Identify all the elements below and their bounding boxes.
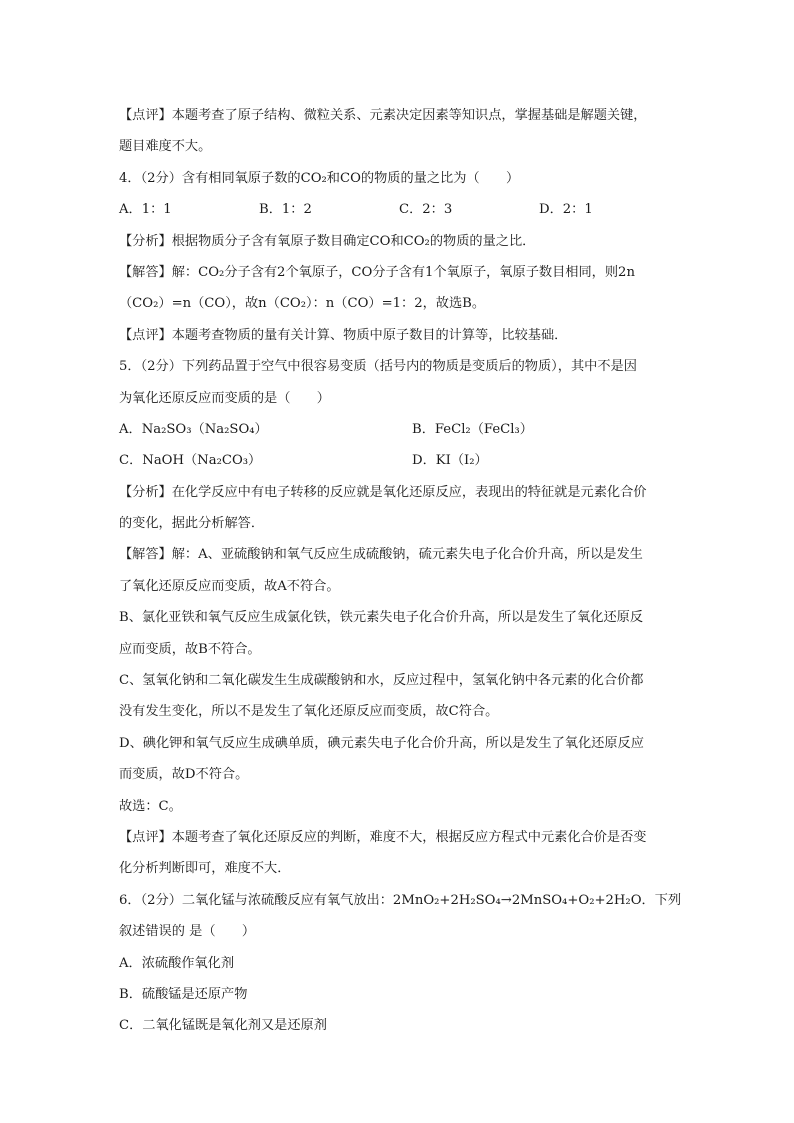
option-a: A．1：1 [119, 202, 172, 218]
question-6-stem: 叙述错误的 是（ ） [119, 924, 256, 940]
analysis-line: 【分析】根据物质分子含有氧原子数目确定CO和CO₂的物质的量之比． [119, 233, 536, 249]
answer-line: 故选：C。 [119, 798, 182, 814]
question-5-stem: 5．（2分）下列药品置于空气中很容易变质（括号内的物质是变质后的物质），其中不是因 [119, 359, 637, 375]
option-b: B．硫酸锰是还原产物 [119, 986, 248, 1002]
comment-line: 化分析判断即可，难度不大． [119, 861, 291, 877]
answer-line: 【解答】解：CO₂分子含有2个氧原子，CO分子含有1个氧原子，氧原子数目相同，则2n [119, 264, 635, 280]
answer-line: 应而变质，故B不符合。 [119, 641, 261, 657]
question-5-options-row-2 [119, 445, 679, 476]
answer-line: D、碘化钾和氧气反应生成碘单质，碘元素失电子化合价升高，所以是发生了氧化还原反应 [119, 735, 644, 751]
comment-line: 【点评】本题考查了氧化还原反应的判断，难度不大，根据反应方程式中元素化合价是否变 [119, 829, 647, 845]
analysis-line: 【分析】在化学反应中有电子转移的反应就是氧化还原反应，表现出的特征就是元素化合价 [119, 484, 647, 500]
answer-line: B、氯化亚铁和氧气反应生成氯化铁，铁元素失电子化合价升高，所以是发生了氧化还原反 [119, 610, 643, 626]
comment-line: 【点评】本题考查物质的量有关计算、物质中原子数目的计算等，比较基础． [119, 327, 568, 343]
question-4-options [119, 194, 679, 225]
option-a: A．Na₂SO₃（Na₂SO₄） [119, 421, 268, 437]
document-body [119, 100, 682, 1042]
question-5-options-row-1 [119, 414, 679, 445]
answer-line: 而变质，故D不符合。 [119, 767, 249, 783]
answer-line: （CO₂）=n（CO），故n（CO₂）：n（CO）=1：2，故选B。 [119, 296, 486, 312]
option-d: D．2：1 [539, 202, 593, 218]
comment-line: 【点评】本题考查了原子结构、微粒关系、元素决定因素等知识点，掌握基础是解题关键， [119, 108, 647, 123]
answer-line: 【解答】解：A、亚硫酸钠和氧气反应生成硫酸钠，硫元素失电子化合价升高，所以是发生 [119, 547, 643, 563]
option-b: B．FeCl₂（FeCl₃） [412, 421, 533, 437]
question-5-stem: 为氧化还原反应而变质的是（ ） [119, 390, 330, 406]
question-6-stem: 6．（2分）二氧化锰与浓硫酸反应有氧气放出：2MnO₂+2H₂SO₄→2MnSO₄+O₂+2H₂O．下列 [119, 892, 682, 908]
comment-line: 题目难度不大。 [119, 139, 212, 155]
option-c: C．2：3 [399, 202, 453, 218]
option-a: A．浓硫酸作氧化剂 [119, 955, 235, 971]
option-b: B．1：2 [259, 202, 312, 218]
option-c: C．NaOH（Na₂CO₃） [119, 453, 262, 469]
answer-line: 没有发生变化，所以不是发生了氧化还原反应而变质，故C符合。 [119, 704, 499, 720]
answer-line: C、氢氧化钠和二氧化碳发生生成碳酸钠和水，反应过程中，氢氧化钠中各元素的化合价都 [119, 673, 644, 689]
answer-line: 了氧化还原反应而变质，故A不符合。 [119, 578, 340, 594]
question-4-stem: 4．（2分）含有相同氧原子数的CO₂和CO的物质的量之比为（ ） [119, 170, 520, 186]
analysis-line: 的变化，据此分析解答． [119, 516, 265, 532]
option-c: C．二氧化锰既是氧化剂又是还原剂 [119, 1018, 327, 1034]
option-d: D．KI（I₂） [412, 453, 488, 469]
